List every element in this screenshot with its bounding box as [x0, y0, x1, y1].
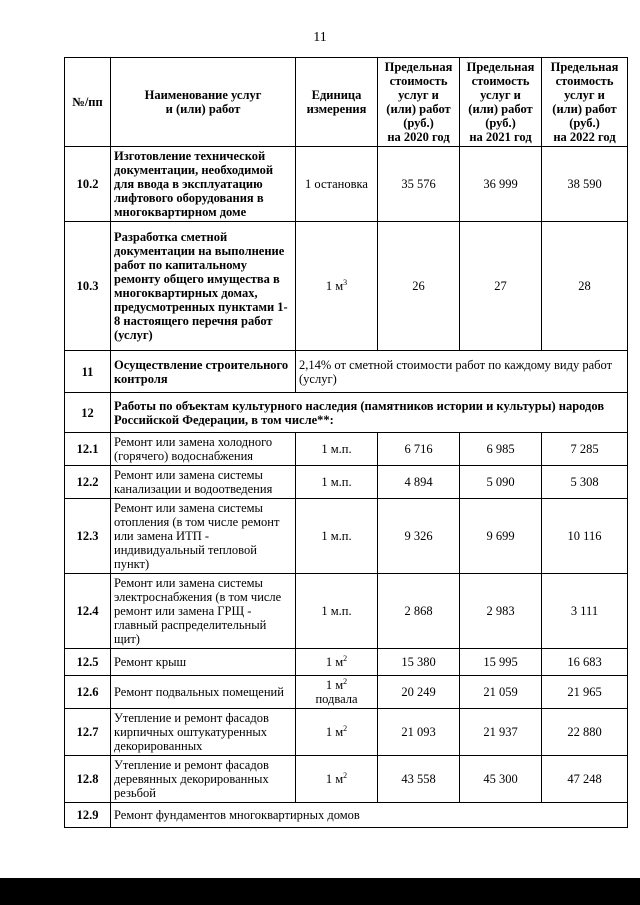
table-row [65, 147, 628, 222]
row-price-2022: 22 880 [542, 709, 628, 756]
row-price-2021: 9 699 [460, 499, 542, 574]
row-unit: 1 м.п. [296, 433, 378, 466]
unit-superscript: 2 [343, 653, 348, 663]
row-price-2022: 28 [542, 222, 628, 351]
header-unit-line2: измерения [306, 102, 367, 116]
row-section-title: Работы по объектам культурного наследия (памятников истории и культуры) народов Российской Федерации, в том числе**: [111, 393, 628, 433]
row-number: 10.2 [65, 147, 111, 222]
header-unit [296, 58, 378, 147]
row-price-2021: 21 937 [460, 709, 542, 756]
row-price-2020: 15 380 [378, 649, 460, 676]
header-price-line2: стоимость [389, 74, 448, 88]
row-price-2022: 3 111 [542, 574, 628, 649]
row-price-2021: 5 090 [460, 466, 542, 499]
row-name: Ремонт или замена системы электроснабжения (в том числе ремонт или замена ГРЩ - главный распределительный щит) [111, 574, 296, 649]
header-price-line5: (руб.) [569, 116, 600, 130]
row-price-2021: 2 983 [460, 574, 542, 649]
row-price-2022: 5 308 [542, 466, 628, 499]
row-price-2022: 47 248 [542, 756, 628, 803]
header-price-line2: стоимость [555, 74, 614, 88]
row-number: 10.3 [65, 222, 111, 351]
row-name: Разработка сметной документации на выполнение работ по капитальному ремонту общего имущества в многоквартирных домах, предусмотренных пунктами 1-8 настоящего перечня работ (услуг) [111, 222, 296, 351]
header-row [65, 58, 628, 147]
row-number: 12.8 [65, 756, 111, 803]
header-price-line1: Предельная [384, 60, 453, 74]
header-year-2020: на 2020 год [387, 130, 450, 144]
row-number: 12.2 [65, 466, 111, 499]
unit-superscript: 2 [343, 770, 348, 780]
row-number: 12.1 [65, 433, 111, 466]
table-row [65, 499, 628, 574]
row-note: 2,14% от сметной стоимости работ по каждому виду работ (услуг) [296, 351, 628, 393]
header-price-2021 [460, 58, 542, 147]
row-price-2022: 7 285 [542, 433, 628, 466]
row-price-2020: 20 249 [378, 676, 460, 709]
row-price-2020: 35 576 [378, 147, 460, 222]
row-unit [296, 676, 378, 709]
row-price-2022: 21 965 [542, 676, 628, 709]
header-price-2020 [378, 58, 460, 147]
scan-edge-bar [0, 878, 640, 905]
row-unit [296, 222, 378, 351]
row-price-2020: 2 868 [378, 574, 460, 649]
header-num: №/пп [65, 58, 111, 147]
row-name: Осуществление строительного контроля [111, 351, 296, 393]
table-row [65, 466, 628, 499]
header-year-2021: на 2021 год [469, 130, 532, 144]
row-name: Ремонт фундаментов многоквартирных домов [111, 803, 628, 828]
row-price-2022: 16 683 [542, 649, 628, 676]
row-name: Ремонт крыш [111, 649, 296, 676]
row-number: 12.9 [65, 803, 111, 828]
row-price-2020: 6 716 [378, 433, 460, 466]
row-price-2021: 6 985 [460, 433, 542, 466]
row-number: 12.7 [65, 709, 111, 756]
row-price-2021: 21 059 [460, 676, 542, 709]
header-name-line2: и (или) работ [165, 102, 241, 116]
unit-base: 1 м [325, 279, 344, 293]
header-price-line5: (руб.) [485, 116, 516, 130]
row-name: Изготовление технической документации, необходимой для ввода в эксплуатацию лифтового оборудования в многоквартирном доме [111, 147, 296, 222]
table-row [65, 803, 628, 828]
row-unit: 1 м.п. [296, 574, 378, 649]
row-name: Ремонт или замена холодного (горячего) водоснабжения [111, 433, 296, 466]
row-price-2021: 27 [460, 222, 542, 351]
table-row [65, 222, 628, 351]
price-table [64, 57, 628, 828]
table-row [65, 351, 628, 393]
row-unit [296, 709, 378, 756]
header-price-line1: Предельная [466, 60, 535, 74]
table-row [65, 756, 628, 803]
unit-base: 1 м [325, 678, 344, 692]
header-price-line3: услуг и [398, 88, 439, 102]
row-number: 11 [65, 351, 111, 393]
row-price-2021: 36 999 [460, 147, 542, 222]
row-name: Ремонт подвальных помещений [111, 676, 296, 709]
header-price-line4: (или) работ [552, 102, 617, 116]
header-price-line5: (руб.) [403, 116, 434, 130]
unit-base: 1 м [325, 655, 344, 669]
row-name: Утепление и ремонт фасадов кирпичных оштукатуренных декорированных [111, 709, 296, 756]
unit-superscript: 2 [343, 676, 348, 686]
header-price-line4: (или) работ [468, 102, 533, 116]
header-price-2022 [542, 58, 628, 147]
row-price-2021: 45 300 [460, 756, 542, 803]
row-name: Ремонт или замена системы канализации и водоотведения [111, 466, 296, 499]
row-number: 12.6 [65, 676, 111, 709]
header-name-line1: Наименование услуг [144, 88, 262, 102]
header-price-line3: услуг и [480, 88, 521, 102]
row-price-2021: 15 995 [460, 649, 542, 676]
header-price-line1: Предельная [550, 60, 619, 74]
header-price-line4: (или) работ [386, 102, 451, 116]
row-number: 12 [65, 393, 111, 433]
row-number: 12.3 [65, 499, 111, 574]
table-row [65, 433, 628, 466]
header-name [111, 58, 296, 147]
row-unit: 1 м.п. [296, 499, 378, 574]
header-year-2022: на 2022 год [553, 130, 616, 144]
unit-suffix: подвала [315, 692, 358, 706]
header-price-line3: услуг и [564, 88, 605, 102]
row-price-2020: 26 [378, 222, 460, 351]
row-number: 12.5 [65, 649, 111, 676]
table-row [65, 676, 628, 709]
table-row [65, 574, 628, 649]
header-price-line2: стоимость [471, 74, 530, 88]
unit-superscript: 2 [343, 723, 348, 733]
row-unit: 1 остановка [296, 147, 378, 222]
table-row [65, 393, 628, 433]
row-price-2020: 21 093 [378, 709, 460, 756]
page-number: 11 [313, 30, 327, 45]
row-unit: 1 м.п. [296, 466, 378, 499]
table-row [65, 649, 628, 676]
unit-superscript: 3 [343, 277, 348, 287]
row-price-2020: 4 894 [378, 466, 460, 499]
row-unit [296, 756, 378, 803]
header-unit-line1: Единица [311, 88, 362, 102]
row-name: Ремонт или замена системы отопления (в том числе ремонт или замена ИТП - индивидуальный тепловой пункт) [111, 499, 296, 574]
unit-base: 1 м [325, 772, 344, 786]
row-price-2022: 10 116 [542, 499, 628, 574]
table-row [65, 709, 628, 756]
row-number: 12.4 [65, 574, 111, 649]
row-name: Утепление и ремонт фасадов деревянных декорированных резьбой [111, 756, 296, 803]
row-price-2022: 38 590 [542, 147, 628, 222]
row-unit [296, 649, 378, 676]
row-price-2020: 9 326 [378, 499, 460, 574]
unit-base: 1 м [325, 725, 344, 739]
row-price-2020: 43 558 [378, 756, 460, 803]
